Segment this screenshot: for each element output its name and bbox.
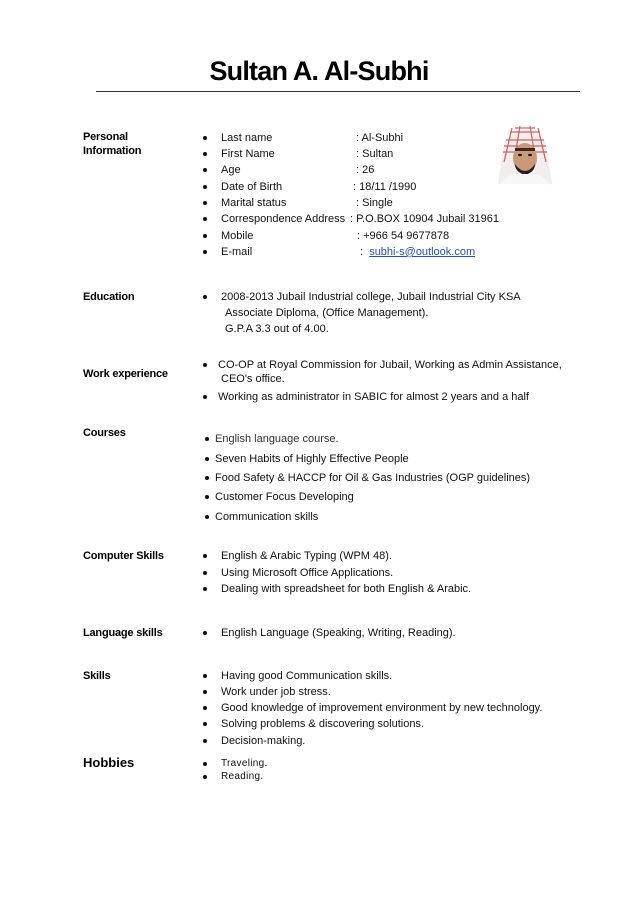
bullet-icon	[203, 775, 207, 779]
bullet-icon	[203, 571, 207, 575]
personal-label-line1: Personal	[83, 131, 128, 143]
hobby-item-1: Traveling.	[221, 758, 268, 769]
field-value-mobile: : +966 54 9677878	[357, 230, 450, 242]
bullet-icon	[203, 234, 207, 238]
computer-item-1: English & Arabic Typing (WPM 48).	[221, 550, 392, 562]
field-value-marital: : Single	[356, 197, 393, 209]
section-label-hobbies: Hobbies	[83, 755, 135, 770]
bullet-icon	[203, 217, 207, 221]
email-link[interactable]: subhi-s@outlook.com	[369, 246, 476, 258]
personal-label-line2: Information	[83, 145, 142, 157]
skills-item-2: Work under job stress.	[221, 686, 331, 698]
section-label-courses: Courses	[83, 427, 126, 439]
field-label-email: E-mail	[221, 246, 253, 258]
bullet-icon	[205, 437, 209, 441]
title-divider	[96, 91, 580, 92]
skills-item-1: Having good Communication skills.	[221, 670, 393, 682]
bullet-icon	[203, 587, 207, 591]
computer-item-3: Dealing with spreadsheet for both English & Arabic.	[221, 583, 472, 595]
bullet-icon	[203, 136, 207, 140]
section-label-computer: Computer Skills	[83, 550, 164, 562]
course-item-2: Seven Habits of Highly Effective People	[215, 453, 409, 465]
bullet-icon	[203, 690, 207, 694]
work-item-1-line-1: CO-OP at Royal Commission for Jubail, Working as Admin Assistance,	[218, 359, 562, 371]
field-value-address: : P.O.BOX 10904 Jubail 31961	[350, 213, 500, 225]
computer-item-2: Using Microsoft Office Applications.	[221, 567, 394, 579]
hobby-item-2: Reading.	[221, 771, 264, 782]
field-value-email	[360, 245, 475, 259]
section-label-language: Language skills	[83, 627, 163, 639]
bullet-icon	[203, 363, 207, 367]
course-item-1: English language course.	[215, 433, 339, 445]
bullet-icon	[203, 706, 207, 710]
resume-title: Sultan A. Al-Subhi	[209, 56, 429, 86]
education-line-2: Associate Diploma, (Office Management).	[225, 307, 429, 319]
field-value-first-name: : Sultan	[356, 148, 394, 160]
field-label-mobile: Mobile	[221, 230, 254, 242]
field-value-dob: : 18/11 /1990	[353, 181, 417, 193]
field-label-dob: Date of Birth	[221, 181, 283, 193]
field-value-last-name: : Al-Subhi	[356, 132, 404, 144]
course-item-3: Food Safety & HACCP for Oil & Gas Industries (OGP guidelines)	[215, 472, 531, 484]
section-label-work: Work experience	[83, 368, 168, 380]
field-label-address: Correspondence Address	[221, 213, 346, 225]
bullet-icon	[203, 554, 207, 558]
section-label-personal	[83, 130, 193, 158]
bullet-icon	[205, 515, 209, 519]
bullet-icon	[205, 495, 209, 499]
work-item-2: Working as administrator in SABIC for almost 2 years and a half	[218, 391, 529, 403]
skills-item-4: Solving problems & discovering solutions.	[221, 718, 424, 730]
bullet-icon	[205, 457, 209, 461]
education-line-1: 2008-2013 Jubail Industrial college, Jubail Industrial City KSA	[221, 291, 521, 303]
bullet-icon	[203, 185, 207, 189]
profile-photo	[490, 122, 560, 184]
skills-item-5: Decision-making.	[221, 735, 306, 747]
work-item-1-line-2: CEO's office.	[221, 373, 285, 385]
education-line-3: G.P.A 3.3 out of 4.00.	[225, 323, 329, 335]
bullet-icon	[203, 674, 207, 678]
bullet-icon	[203, 152, 207, 156]
bullet-icon	[203, 168, 207, 172]
bullet-icon	[203, 739, 207, 743]
bullet-icon	[203, 395, 207, 399]
section-label-skills: Skills	[83, 670, 111, 682]
bullet-icon	[203, 250, 207, 254]
skills-item-3: Good knowledge of improvement environment by new technology.	[221, 702, 543, 714]
field-label-first-name: First Name	[221, 148, 275, 160]
course-item-5: Communication skills	[215, 511, 319, 523]
bullet-icon	[203, 762, 207, 766]
bullet-icon	[203, 631, 207, 635]
field-label-age: Age	[221, 164, 241, 176]
bullet-icon	[203, 295, 207, 299]
field-label-last-name: Last name	[221, 132, 273, 144]
bullet-icon	[205, 476, 209, 480]
bullet-icon	[203, 722, 207, 726]
course-item-4: Customer Focus Developing	[215, 491, 354, 503]
email-colon: :	[360, 246, 364, 258]
section-label-education: Education	[83, 291, 135, 303]
field-value-age: : 26	[356, 164, 375, 176]
bullet-icon	[203, 201, 207, 205]
language-item-1: English Language (Speaking, Writing, Reading).	[221, 627, 456, 639]
field-label-marital: Marital status	[221, 197, 287, 209]
